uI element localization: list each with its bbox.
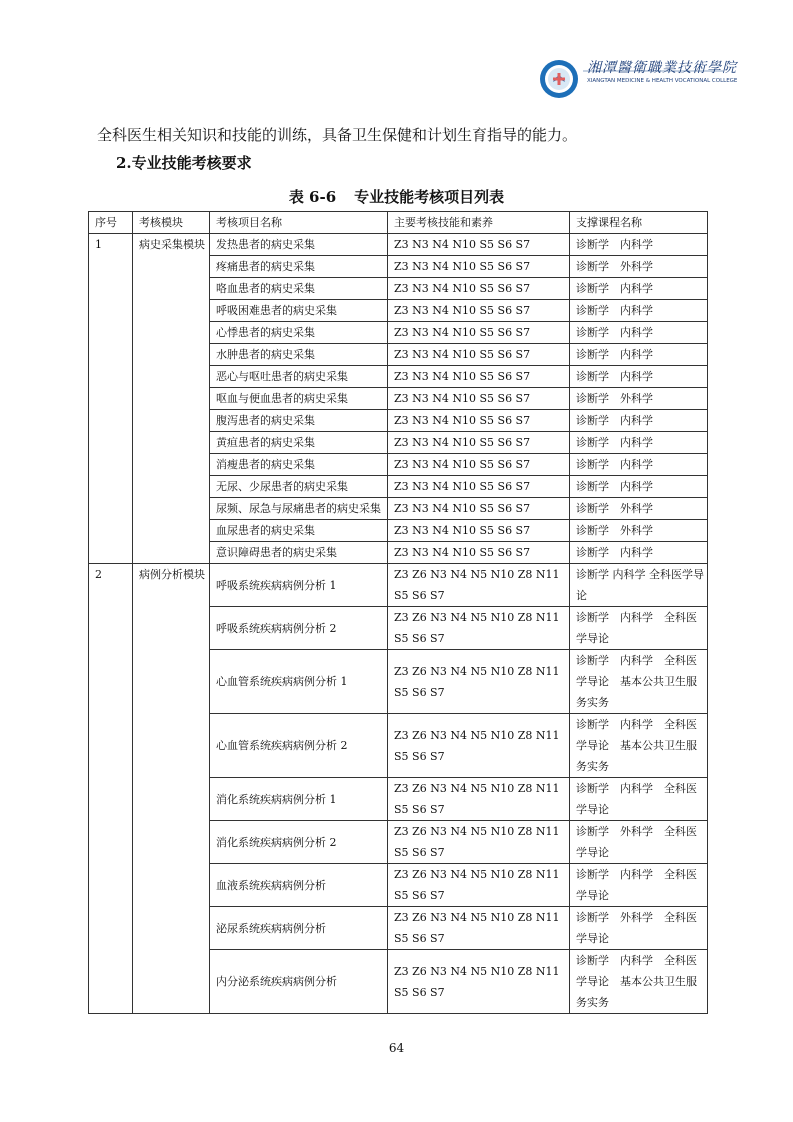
courses-cell: 诊断学 外科学 (570, 256, 708, 278)
skills-cell: Z3 Z6 N3 N4 N5 N10 Z8 N11 S5 S6 S7 (388, 821, 570, 864)
skills-cell: Z3 N3 N4 N10 S5 S6 S7 (388, 542, 570, 564)
group-number-cell: 2 (89, 564, 133, 1014)
caption-number: 表 6-6 (288, 188, 337, 206)
skills-cell: Z3 Z6 N3 N4 N5 N10 Z8 N11 S5 S6 S7 (388, 950, 570, 1014)
courses-cell: 诊断学 内科学 (570, 344, 708, 366)
item-cell: 呼吸系统疾病病例分析 1 (210, 564, 388, 607)
item-cell: 心血管系统疾病病例分析 1 (210, 650, 388, 714)
table-row (89, 234, 708, 256)
skills-cell: Z3 Z6 N3 N4 N5 N10 Z8 N11 S5 S6 S7 (388, 907, 570, 950)
skills-table (88, 211, 708, 1014)
logo-text: 湘潭醫衛職業技術學院 (587, 60, 737, 76)
header-cell: 考核模块 (133, 212, 210, 234)
skills-cell: Z3 N3 N4 N10 S5 S6 S7 (388, 432, 570, 454)
header-cell: 考核项目名称 (210, 212, 388, 234)
item-cell: 呼吸困难患者的病史采集 (210, 300, 388, 322)
courses-cell: 诊断学 内科学 全科医学导论 (570, 564, 708, 607)
courses-cell: 诊断学 外科学 全科医学导论 (570, 907, 708, 950)
caption-title: 专业技能考核项目列表 (354, 188, 505, 206)
item-cell: 水肿患者的病史采集 (210, 344, 388, 366)
item-cell: 血液系统疾病病例分析 (210, 864, 388, 907)
item-cell: 血尿患者的病史采集 (210, 520, 388, 542)
skills-cell: Z3 N3 N4 N10 S5 S6 S7 (388, 388, 570, 410)
courses-cell: 诊断学 内科学 全科医学导论 (570, 778, 708, 821)
item-cell: 心血管系统疾病病例分析 2 (210, 714, 388, 778)
courses-cell: 诊断学 内科学 (570, 454, 708, 476)
college-logo (537, 58, 738, 100)
courses-cell: 诊断学 内科学 (570, 322, 708, 344)
item-cell: 咯血患者的病史采集 (210, 278, 388, 300)
skills-cell: Z3 N3 N4 N10 S5 S6 S7 (388, 454, 570, 476)
item-cell: 恶心与呕吐患者的病史采集 (210, 366, 388, 388)
item-cell: 黄疸患者的病史采集 (210, 432, 388, 454)
skills-cell: Z3 Z6 N3 N4 N5 N10 Z8 N11 S5 S6 S7 (388, 650, 570, 714)
skills-cell: Z3 N3 N4 N10 S5 S6 S7 (388, 520, 570, 542)
skills-cell: Z3 N3 N4 N10 S5 S6 S7 (388, 234, 570, 256)
courses-cell: 诊断学 内科学 (570, 300, 708, 322)
item-cell: 无尿、少尿患者的病史采集 (210, 476, 388, 498)
skills-cell: Z3 N3 N4 N10 S5 S6 S7 (388, 278, 570, 300)
table-caption (0, 186, 793, 207)
courses-cell: 诊断学 内科学 (570, 366, 708, 388)
skills-cell: Z3 N3 N4 N10 S5 S6 S7 (388, 300, 570, 322)
module-cell: 病史采集模块 (133, 234, 210, 564)
table-row (89, 564, 708, 607)
item-cell: 心悸患者的病史采集 (210, 322, 388, 344)
item-cell: 腹泻患者的病史采集 (210, 410, 388, 432)
item-cell: 消瘦患者的病史采集 (210, 454, 388, 476)
section-heading: 2.专业技能考核要求 (116, 154, 252, 172)
item-cell: 泌尿系统疾病病例分析 (210, 907, 388, 950)
courses-cell: 诊断学 内科学 (570, 278, 708, 300)
skills-cell: Z3 Z6 N3 N4 N5 N10 Z8 N11 S5 S6 S7 (388, 607, 570, 650)
skills-cell: Z3 Z6 N3 N4 N5 N10 Z8 N11 S5 S6 S7 (388, 564, 570, 607)
item-cell: 消化系统疾病病例分析 2 (210, 821, 388, 864)
item-cell: 发热患者的病史采集 (210, 234, 388, 256)
module-cell: 病例分析模块 (133, 564, 210, 1014)
courses-cell: 诊断学 内科学 (570, 410, 708, 432)
courses-cell: 诊断学 内科学 全科医学导论 (570, 607, 708, 650)
item-cell: 呼吸系统疾病病例分析 2 (210, 607, 388, 650)
courses-cell: 诊断学 外科学 (570, 388, 708, 410)
courses-cell: 诊断学 内科学 全科医学导论 基本公共卫生服务实务 (570, 650, 708, 714)
courses-cell: 诊断学 外科学 全科医学导论 (570, 821, 708, 864)
item-cell: 内分泌系统疾病病例分析 (210, 950, 388, 1014)
skills-cell: Z3 Z6 N3 N4 N5 N10 Z8 N11 S5 S6 S7 (388, 864, 570, 907)
courses-cell: 诊断学 内科学 (570, 234, 708, 256)
courses-cell: 诊断学 内科学 全科医学导论 基本公共卫生服务实务 (570, 714, 708, 778)
page-number: 64 (388, 1041, 405, 1055)
courses-cell: 诊断学 外科学 (570, 520, 708, 542)
courses-cell: 诊断学 内科学 全科医学导论 (570, 864, 708, 907)
courses-cell: 诊断学 内科学 (570, 476, 708, 498)
skills-cell: Z3 Z6 N3 N4 N5 N10 Z8 N11 S5 S6 S7 (388, 714, 570, 778)
item-cell: 消化系统疾病病例分析 1 (210, 778, 388, 821)
courses-cell: 诊断学 内科学 全科医学导论 基本公共卫生服务实务 (570, 950, 708, 1014)
group-number-cell: 1 (89, 234, 133, 564)
logo-subtext: XIANGTAN MEDICINE & HEALTH VOCATIONAL COLLEGE (587, 78, 738, 84)
skills-cell: Z3 Z6 N3 N4 N5 N10 Z8 N11 S5 S6 S7 (388, 778, 570, 821)
item-cell: 尿频、尿急与尿痛患者的病史采集 (210, 498, 388, 520)
item-cell: 呕血与便血患者的病史采集 (210, 388, 388, 410)
skills-cell: Z3 N3 N4 N10 S5 S6 S7 (388, 366, 570, 388)
courses-cell: 诊断学 内科学 (570, 432, 708, 454)
header-row (89, 212, 708, 234)
header-cell: 支撑课程名称 (570, 212, 708, 234)
header-cell: 序号 (89, 212, 133, 234)
skills-cell: Z3 N3 N4 N10 S5 S6 S7 (388, 344, 570, 366)
courses-cell: 诊断学 外科学 (570, 498, 708, 520)
skills-cell: Z3 N3 N4 N10 S5 S6 S7 (388, 256, 570, 278)
item-cell: 疼痛患者的病史采集 (210, 256, 388, 278)
skills-cell: Z3 N3 N4 N10 S5 S6 S7 (388, 498, 570, 520)
skills-cell: Z3 N3 N4 N10 S5 S6 S7 (388, 476, 570, 498)
item-cell: 意识障碍患者的病史采集 (210, 542, 388, 564)
intro-text: 全科医生相关知识和技能的训练，具备卫生保健和计划生育指导的能力。 (97, 126, 578, 144)
skills-cell: Z3 N3 N4 N10 S5 S6 S7 (388, 410, 570, 432)
courses-cell: 诊断学 内科学 (570, 542, 708, 564)
header-cell: 主要考核技能和素养 (388, 212, 570, 234)
skills-cell: Z3 N3 N4 N10 S5 S6 S7 (388, 322, 570, 344)
